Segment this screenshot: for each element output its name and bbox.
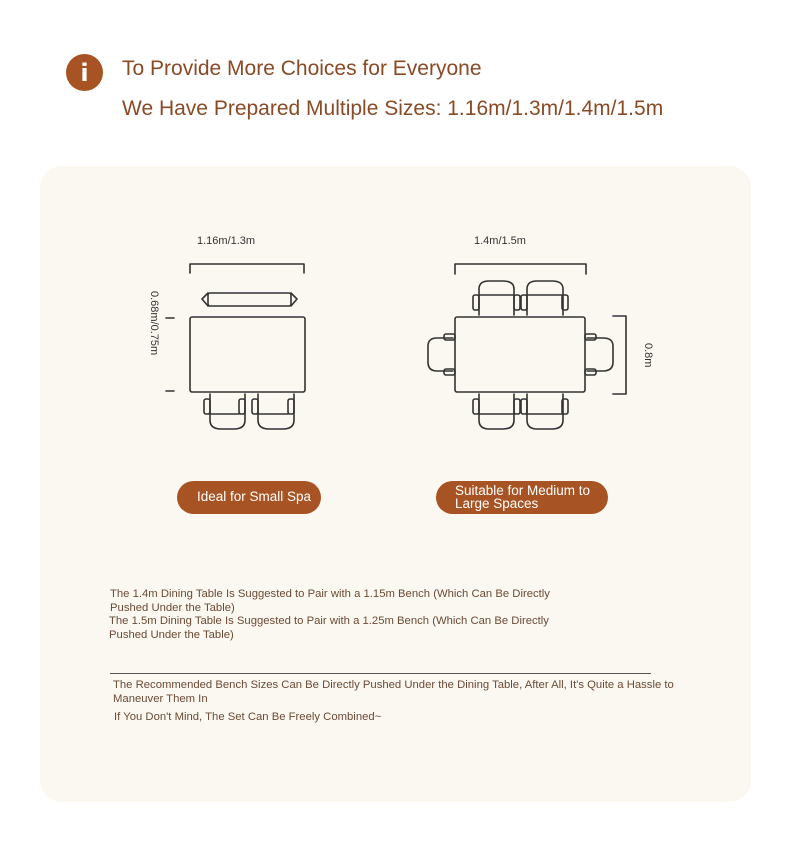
large-space-badge-label: Suitable for Medium to Large Spaces — [455, 483, 591, 511]
large-chair — [521, 281, 568, 315]
large-chair — [473, 281, 520, 315]
large-chair — [473, 394, 520, 429]
large-width-label: 1.4m/1.5m — [474, 235, 526, 247]
large-chair — [428, 334, 455, 375]
heading-line-2: We Have Prepared Multiple Sizes: 1.16m/1.3m/1.4m/1.5m — [122, 97, 664, 120]
large-chair — [585, 334, 613, 375]
large-depth-bracket — [613, 316, 626, 394]
large-chair — [521, 394, 568, 429]
small-width-bracket — [190, 264, 304, 273]
bench-note-3: The Recommended Bench Sizes Can Be Directly Pushed Under the Dining Table, After All, It's Quite a Hassle to Maneuver Them In — [113, 679, 674, 705]
large-space-badge — [436, 481, 608, 514]
bench-note-4: If You Don't Mind, The Set Can Be Freely Combined~ — [114, 711, 382, 723]
heading-line-1: To Provide More Choices for Everyone — [122, 57, 482, 80]
info-icon: i — [66, 54, 103, 91]
small-chair — [252, 394, 294, 429]
large-width-bracket — [455, 264, 586, 274]
small-bench — [202, 293, 297, 306]
small-space-badge-label: Ideal for Small Spa — [197, 489, 312, 504]
bench-note-1: The 1.4m Dining Table Is Suggested to Pair with a 1.15m Bench (Which Can Be Directly Pushed Under the Table) — [110, 588, 550, 614]
size-panel — [40, 166, 751, 802]
bench-note-2: The 1.5m Dining Table Is Suggested to Pair with a 1.25m Bench (Which Can Be Directly Pushed Under the Table) — [109, 615, 549, 641]
small-space-badge — [177, 481, 321, 514]
table-layout-diagrams — [40, 166, 751, 466]
small-depth-label: 0.68m/0.75m — [148, 291, 160, 356]
small-depth-ticks — [166, 318, 174, 391]
small-chair — [204, 394, 245, 429]
large-depth-label: 0.8m — [642, 343, 654, 368]
divider — [110, 673, 651, 674]
small-table — [190, 317, 305, 392]
large-table — [455, 317, 585, 392]
small-width-label: 1.16m/1.3m — [197, 235, 256, 247]
